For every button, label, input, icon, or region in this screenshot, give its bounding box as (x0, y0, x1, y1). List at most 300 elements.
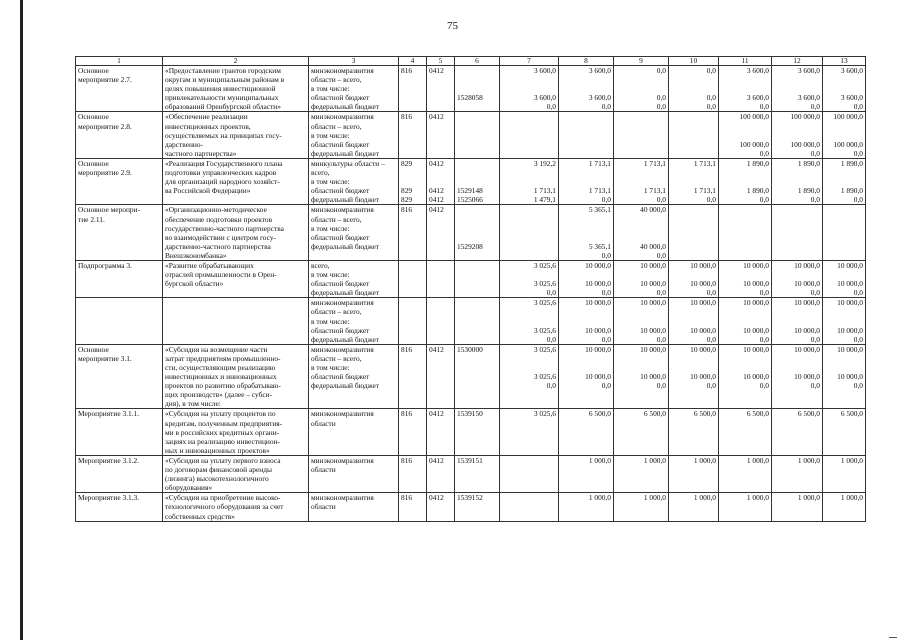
cell-line (825, 84, 863, 93)
cell-line (457, 261, 497, 270)
cell-line (671, 307, 716, 316)
cell-line (616, 75, 666, 84)
cell-line (616, 215, 666, 224)
cell-line (616, 168, 666, 177)
cell-line (616, 233, 666, 242)
cell-line (457, 399, 497, 408)
responsible-executor-cell (309, 66, 399, 112)
expense-2017-cell (669, 112, 719, 158)
cell-line (429, 93, 452, 102)
cell-line (616, 363, 666, 372)
event-name-cell (76, 66, 163, 112)
cell-line (429, 354, 452, 363)
cell-line (401, 215, 424, 224)
cell-line (457, 390, 497, 399)
cell-line: области – всего, (311, 214, 362, 224)
cell-line: инвестиционных проектов, (165, 121, 251, 131)
expense-2020-cell (823, 493, 866, 521)
cell-line: 829 (401, 195, 413, 205)
cell-line (616, 122, 666, 131)
cell-line (502, 270, 556, 279)
cell-line: минэкономразвития (311, 493, 374, 503)
cell-line: 100 000,0 (790, 112, 820, 122)
cell-line (616, 390, 666, 399)
expense-2014-cell (500, 205, 559, 261)
cell-line (401, 390, 424, 399)
cell-line (616, 84, 666, 93)
cell-line (401, 372, 424, 381)
expense-2020-cell (823, 409, 866, 455)
cell-line (457, 381, 497, 390)
cell-line: 3 025,6 (533, 260, 556, 270)
expense-2017-cell (669, 66, 719, 112)
cell-line (825, 131, 863, 140)
cell-line: 1528058 (457, 93, 483, 103)
cell-line (671, 131, 716, 140)
cell-line (721, 233, 769, 242)
cell-line: мероприятие 3.1. (78, 353, 132, 363)
column-header: 4 (399, 57, 427, 66)
cell-line (671, 224, 716, 233)
cell-line (616, 131, 666, 140)
cell-line: 100 000,0 (790, 139, 820, 149)
cell-line (774, 215, 820, 224)
cell-line (774, 75, 820, 84)
cell-line (671, 270, 716, 279)
cell-line (429, 233, 452, 242)
cell-line: 10 000,0 (837, 279, 863, 289)
cell-line: 10 000,0 (640, 325, 666, 335)
cell-line: 1 479,1 (533, 195, 556, 205)
cell-line: 1 890,0 (746, 186, 769, 196)
rzpr-code-cell (427, 298, 455, 344)
cell-line: 100 000,0 (833, 112, 863, 122)
cell-line (457, 317, 497, 326)
cell-line (401, 168, 424, 177)
cell-line: федеральный бюджет (311, 241, 380, 251)
responsible-executor-cell (309, 455, 399, 492)
expense-2017-cell (669, 158, 719, 204)
cell-line (429, 298, 452, 307)
csr-code-cell (455, 298, 500, 344)
cell-line (401, 224, 424, 233)
cell-line (616, 354, 666, 363)
cell-line (401, 251, 424, 260)
cell-line: 10 000,0 (640, 344, 666, 354)
cell-line: 1 713,1 (693, 186, 716, 196)
cell-line: 1 000,0 (693, 493, 716, 503)
cell-line (401, 288, 424, 297)
cell-line (561, 112, 611, 121)
cell-line: 0,0 (759, 102, 769, 112)
cell-line: 0,0 (810, 148, 820, 158)
cell-line (671, 399, 716, 408)
cell-line (502, 399, 556, 408)
event-name-cell (76, 158, 163, 204)
cell-line (561, 177, 611, 186)
cell-line (401, 399, 424, 408)
corner-mark (889, 633, 897, 638)
cell-line: 0,0 (546, 334, 556, 344)
cell-line: 0,0 (810, 381, 820, 391)
cell-line: 0,0 (656, 93, 666, 103)
event-description-cell (163, 205, 309, 261)
cell-line: 1539150 (457, 409, 483, 419)
cell-line: области – всего, (311, 353, 362, 363)
expense-2019-cell (772, 493, 823, 521)
cell-line: 1525066 (457, 195, 483, 205)
cell-line (774, 270, 820, 279)
cell-line: 0,0 (853, 334, 863, 344)
event-name-cell (76, 455, 163, 492)
cell-line: минкультуры области – (311, 158, 385, 168)
cell-line (671, 84, 716, 93)
csr-code-cell (455, 66, 500, 112)
cell-line: «Субсидия на приобретение высоко- (165, 493, 281, 503)
cell-line (429, 270, 452, 279)
cell-line (825, 390, 863, 399)
cell-line: областной бюджет (311, 279, 370, 289)
cell-line (671, 75, 716, 84)
expense-2018-cell (719, 112, 772, 158)
cell-line: «Организационно-методическое (165, 205, 267, 215)
cell-line: 1 890,0 (797, 186, 820, 196)
cell-line: 10 000,0 (794, 372, 820, 382)
cell-line: 3 025,6 (533, 325, 556, 335)
cell-line: частного партнерства» (165, 148, 237, 158)
cell-line: 3 600,0 (797, 66, 820, 75)
cell-line: 1 713,1 (693, 158, 716, 168)
cell-line (502, 140, 556, 149)
cell-line (502, 317, 556, 326)
page-number: 75 (447, 20, 458, 32)
table-body (76, 66, 866, 522)
cell-line (774, 399, 820, 408)
table-row (76, 112, 866, 158)
cell-line: 10 000,0 (690, 298, 716, 308)
cell-line: щих производств» (далее – субси- (165, 390, 273, 400)
cell-line: 0412 (429, 344, 444, 354)
cell-line: 1 890,0 (797, 158, 820, 168)
cell-line (457, 363, 497, 372)
cell-line: 0,0 (656, 334, 666, 344)
cell-line: 816 (401, 493, 413, 503)
cell-line: 0,0 (601, 250, 611, 260)
cell-line: 0,0 (759, 381, 769, 391)
cell-line: ва Российской Федерации» (165, 186, 251, 196)
cell-line (429, 131, 452, 140)
cell-line: 100 000,0 (739, 139, 769, 149)
event-description-cell (163, 409, 309, 455)
expense-2015-cell (559, 260, 614, 297)
cell-line (502, 242, 556, 251)
cell-line: 10 000,0 (640, 279, 666, 289)
cell-line (825, 363, 863, 372)
expense-2019-cell (772, 112, 823, 158)
cell-line (429, 224, 452, 233)
cell-line (502, 112, 556, 121)
cell-line (721, 307, 769, 316)
cell-line (825, 122, 863, 131)
cell-line: федеральный бюджет (311, 102, 380, 112)
cell-line: 3 600,0 (840, 93, 863, 103)
grbs-code-cell (399, 66, 427, 112)
cell-line: области (311, 502, 336, 512)
cell-line: обеспечение подготовки проектов (165, 214, 273, 224)
cell-line (457, 288, 497, 297)
cell-line: 0,0 (656, 195, 666, 205)
cell-line (561, 122, 611, 131)
cell-line: 0,0 (656, 250, 666, 260)
cell-line (616, 307, 666, 316)
grbs-code-cell (399, 260, 427, 297)
cell-line (401, 140, 424, 149)
rzpr-code-cell (427, 493, 455, 521)
cell-line (825, 307, 863, 316)
cell-line (671, 112, 716, 121)
cell-line (429, 102, 452, 111)
cell-line: 10 000,0 (837, 344, 863, 354)
cell-line: 1 000,0 (693, 455, 716, 465)
cell-line: Основное (78, 344, 109, 354)
cell-line (502, 251, 556, 260)
cell-line: 0412 (429, 455, 444, 465)
expense-2017-cell (669, 493, 719, 521)
cell-line: проектов по развитию обрабатываю- (165, 381, 281, 391)
cell-line: инвестиционных и инновационных (165, 372, 277, 382)
cell-line: 0,0 (706, 66, 716, 75)
cell-line: 0,0 (706, 93, 716, 103)
cell-line: 1529148 (457, 186, 483, 196)
cell-line: 0,0 (810, 102, 820, 112)
cell-line (561, 317, 611, 326)
cell-line (457, 131, 497, 140)
expense-2014-cell (500, 409, 559, 455)
expense-2017-cell (669, 409, 719, 455)
cell-line: 10 000,0 (837, 298, 863, 308)
cell-line: 3 025,6 (533, 298, 556, 308)
expense-2019-cell (772, 298, 823, 344)
cell-line: 0412 (429, 205, 444, 215)
cell-line: 0,0 (810, 288, 820, 298)
cell-line (429, 215, 452, 224)
cell-line (429, 390, 452, 399)
cell-line: «Развитие обрабатывающих (165, 260, 254, 270)
cell-line (502, 307, 556, 316)
event-description-cell (163, 298, 309, 344)
cell-line: 0,0 (853, 102, 863, 112)
cell-line (774, 251, 820, 260)
cell-line: 1 890,0 (746, 158, 769, 168)
cell-line (457, 205, 497, 214)
cell-line: ных и инновационных проектов» (165, 445, 270, 455)
cell-line (671, 177, 716, 186)
cell-line (561, 363, 611, 372)
cell-line (825, 205, 863, 214)
cell-line: собственных средств» (165, 511, 236, 521)
cell-line: в том числе: (311, 130, 350, 140)
cell-line: 0,0 (546, 381, 556, 391)
cell-line: федеральный бюджет (311, 148, 380, 158)
cell-line: минэкономразвития (311, 205, 374, 215)
grbs-code-cell (399, 205, 427, 261)
cell-line: мероприятие 2.8. (78, 121, 132, 131)
rzpr-code-cell (427, 409, 455, 455)
cell-line (429, 168, 452, 177)
cell-line (721, 354, 769, 363)
cell-line: 1539151 (457, 455, 483, 465)
cell-line: области – всего, (311, 307, 362, 317)
cell-line (457, 159, 497, 168)
cell-line: 0,0 (810, 195, 820, 205)
cell-line (825, 270, 863, 279)
cell-line: 10 000,0 (794, 344, 820, 354)
cell-line: 0,0 (656, 66, 666, 75)
csr-code-cell (455, 112, 500, 158)
cell-line: 1530000 (457, 344, 483, 354)
expense-2020-cell (823, 112, 866, 158)
cell-line (721, 131, 769, 140)
cell-line: 6 500,0 (693, 409, 716, 419)
grbs-code-cell (399, 493, 427, 521)
expense-2018-cell (719, 298, 772, 344)
cell-line (429, 317, 452, 326)
cell-line (401, 84, 424, 93)
cell-line (165, 288, 306, 297)
expense-2016-cell (614, 158, 669, 204)
expense-2019-cell (772, 344, 823, 409)
cell-line (721, 390, 769, 399)
cell-line: 0,0 (656, 288, 666, 298)
expense-2017-cell (669, 298, 719, 344)
cell-line: области (311, 418, 336, 428)
csr-code-cell (455, 344, 500, 409)
expense-2016-cell (614, 409, 669, 455)
cell-line (401, 122, 424, 131)
expense-2016-cell (614, 344, 669, 409)
cell-line: в том числе: (311, 223, 350, 233)
event-name-cell (76, 409, 163, 455)
cell-line: 10 000,0 (743, 279, 769, 289)
expense-2014-cell (500, 66, 559, 112)
cell-line: 1 000,0 (588, 455, 611, 465)
cell-line (502, 224, 556, 233)
grbs-code-cell (399, 158, 427, 204)
cell-line (774, 168, 820, 177)
cell-line: 0412 (429, 186, 444, 196)
cell-line: «Субсидия на уплату первого взноса (165, 455, 281, 465)
cell-line (457, 112, 497, 121)
cell-line: 3 025,6 (533, 372, 556, 382)
cell-line (671, 251, 716, 260)
cell-line (502, 177, 556, 186)
cell-line: по договорам финансовой аренды (165, 465, 272, 475)
expense-2014-cell (500, 158, 559, 204)
rzpr-code-cell (427, 205, 455, 261)
cell-line (429, 242, 452, 251)
cell-line (774, 307, 820, 316)
cell-line (401, 177, 424, 186)
cell-line (401, 363, 424, 372)
expense-2015-cell (559, 344, 614, 409)
event-description-cell (163, 260, 309, 297)
cell-line: 1 713,1 (533, 186, 556, 196)
expense-2018-cell (719, 409, 772, 455)
cell-line: 0412 (429, 66, 444, 75)
cell-line (457, 168, 497, 177)
cell-line: округам и муниципальным районам в (165, 75, 285, 85)
expense-2020-cell (823, 455, 866, 492)
cell-line: зациях на реализацию инвестицион- (165, 436, 280, 446)
cell-line: 1 890,0 (840, 186, 863, 196)
cell-line (721, 168, 769, 177)
cell-line: минэкономразвития (311, 344, 374, 354)
expense-2020-cell (823, 260, 866, 297)
cell-line (502, 493, 556, 502)
cell-line (825, 224, 863, 233)
event-description-cell (163, 112, 309, 158)
cell-line (774, 354, 820, 363)
responsible-executor-cell (309, 298, 399, 344)
cell-line (502, 205, 556, 214)
expense-2018-cell (719, 158, 772, 204)
cell-line (429, 84, 452, 93)
cell-line (721, 270, 769, 279)
expense-2018-cell (719, 260, 772, 297)
expense-2017-cell (669, 205, 719, 261)
cell-line: области – всего, (311, 75, 362, 85)
cell-line (457, 307, 497, 316)
responsible-executor-cell (309, 260, 399, 297)
column-header: 2 (163, 57, 309, 66)
cell-line (561, 140, 611, 149)
cell-line: области (311, 465, 336, 475)
cell-line: 6 500,0 (840, 409, 863, 419)
cell-line (671, 140, 716, 149)
cell-line: 10 000,0 (690, 260, 716, 270)
cell-line: 0,0 (601, 381, 611, 391)
cell-line (457, 270, 497, 279)
cell-line: 0,0 (656, 102, 666, 112)
expense-2019-cell (772, 455, 823, 492)
table-row (76, 205, 866, 261)
cell-line (721, 122, 769, 131)
cell-line (429, 149, 452, 158)
cell-line: «Реализация Государственного плана (165, 158, 283, 168)
cell-line: областной бюджет (311, 139, 370, 149)
cell-line (401, 317, 424, 326)
event-description-cell (163, 344, 309, 409)
cell-line (429, 288, 452, 297)
cell-line: 10 000,0 (837, 372, 863, 382)
cell-line (671, 390, 716, 399)
cell-line: сти, осуществляющим реализацию (165, 363, 276, 372)
cell-line: областной бюджет (311, 325, 370, 335)
cell-line (457, 335, 497, 344)
cell-line (774, 224, 820, 233)
grbs-code-cell (399, 298, 427, 344)
cell-line: 1539152 (457, 493, 483, 503)
cell-line: «Предоставление грантов городским (165, 66, 281, 75)
cell-line: бургской области» (165, 279, 224, 289)
cell-line (721, 317, 769, 326)
cell-line: образований Оренбургской области» (165, 102, 281, 112)
expense-2017-cell (669, 344, 719, 409)
event-name-cell (76, 298, 163, 344)
cell-line: в том числе: (311, 316, 350, 326)
cell-line: 3 025,6 (533, 344, 556, 354)
cell-line (165, 195, 306, 204)
